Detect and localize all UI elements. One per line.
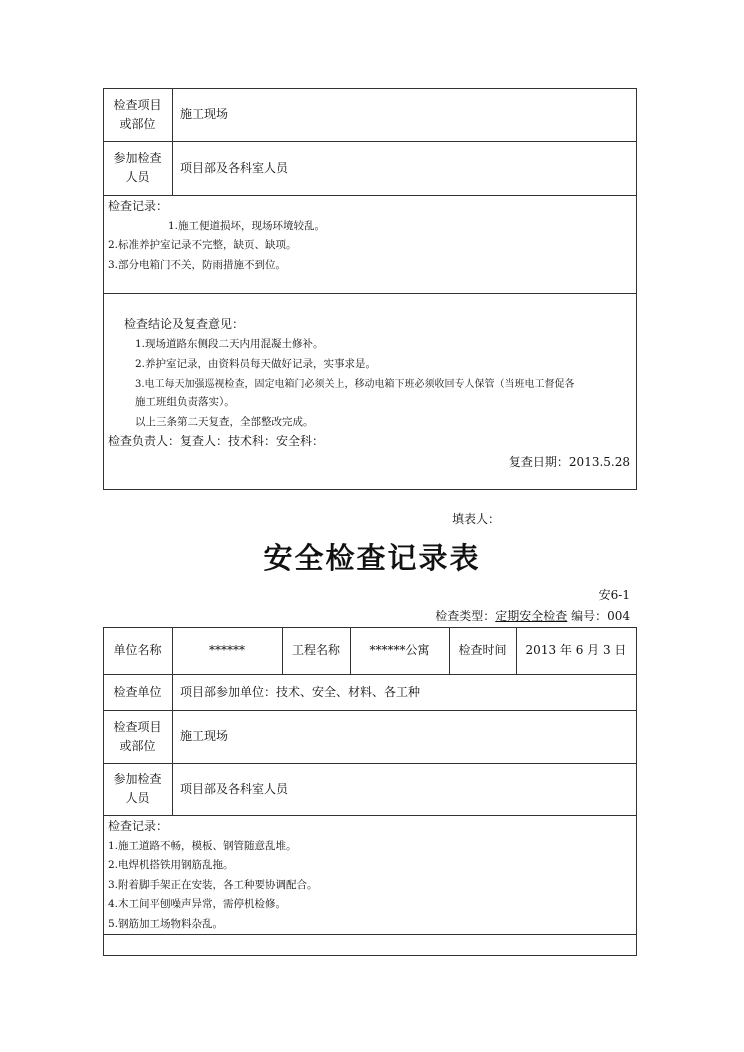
check-time-label: 检查时间 xyxy=(458,643,507,657)
serial-number: 编号：004 xyxy=(567,609,630,623)
signatures: 检查负责人：复查人：技术科：安全科： xyxy=(108,434,325,448)
record-line: 3.附着脚手架正在安装，各工种要协调配合。 xyxy=(108,879,318,891)
record-line: 1.施工便道损坏，现场环境较乱。 xyxy=(168,220,326,232)
filler-label: 填表人： xyxy=(452,512,501,526)
check-item-value: 施工现场 xyxy=(180,107,229,121)
conclusion-line: 2.养护室记录，由资料员每天做好记录，实事求是。 xyxy=(135,358,377,370)
conclusion-heading: 检查结论及复查意见： xyxy=(124,317,245,331)
check-type-value: 定期安全检查 xyxy=(495,609,568,623)
record-heading: 检查记录： xyxy=(108,819,169,833)
participants-value: 项目部及各科室人员 xyxy=(180,781,289,796)
form-number: 安6-1 xyxy=(598,588,630,602)
check-type-label: 检查类型： xyxy=(435,609,496,623)
project-name-label: 工程名称 xyxy=(291,643,340,657)
record-line: 5.钢筋加工场物料杂乱。 xyxy=(108,918,224,930)
record-line: 2.电焊机搭铁用钢筋乱拖。 xyxy=(108,859,234,871)
record-line: 1.施工道路不畅，模板、钢管随意乱堆。 xyxy=(108,840,297,852)
project-name-value: ******公寓 xyxy=(369,643,430,657)
check-unit-value: 项目部参加单位：技术、安全、材料、各工种 xyxy=(180,684,421,699)
record-line: 3.部分电箱门不关，防雨措施不到位。 xyxy=(108,259,287,271)
record-heading: 检查记录： xyxy=(108,199,169,213)
unit-name-value: ****** xyxy=(209,643,245,657)
unit-name-label: 单位名称 xyxy=(113,643,162,657)
check-item-value: 施工现场 xyxy=(180,729,229,743)
conclusion-line: 施工班组负责落实）。 xyxy=(135,396,235,408)
check-unit-label: 检查单位 xyxy=(113,684,162,699)
page-title: 安全检查记录表 xyxy=(263,541,481,575)
check-type-line xyxy=(435,607,630,624)
check-time-value: 2013 年 6 月 3 日 xyxy=(525,643,627,657)
check-item-label: 检查项目 或部位 xyxy=(113,719,162,753)
record-line: 4.木工间平刨噪声异常，需停机检修。 xyxy=(108,898,287,910)
conclusion-line: 以上三条第二天复查，全部整改完成。 xyxy=(135,416,314,428)
record-line: 2.标准养护室记录不完整，缺页、缺项。 xyxy=(108,239,297,251)
conclusion-line: 3.电工每天加强巡视检查，固定电箱门必须关上，移动电箱下班必须收回专人保管（当班电工督促各 xyxy=(135,379,575,390)
conclusion-line: 1.现场道路东侧段二天内用混凝土修补。 xyxy=(135,338,324,350)
check-item-label: 检查项目 或部位 xyxy=(113,97,162,131)
participants-value: 项目部及各科室人员 xyxy=(180,160,289,175)
recheck-date: 复查日期：2013.5.28 xyxy=(508,455,630,469)
participants-label: 参加检查 人员 xyxy=(113,772,162,805)
participants-label: 参加检查 人员 xyxy=(113,151,162,184)
